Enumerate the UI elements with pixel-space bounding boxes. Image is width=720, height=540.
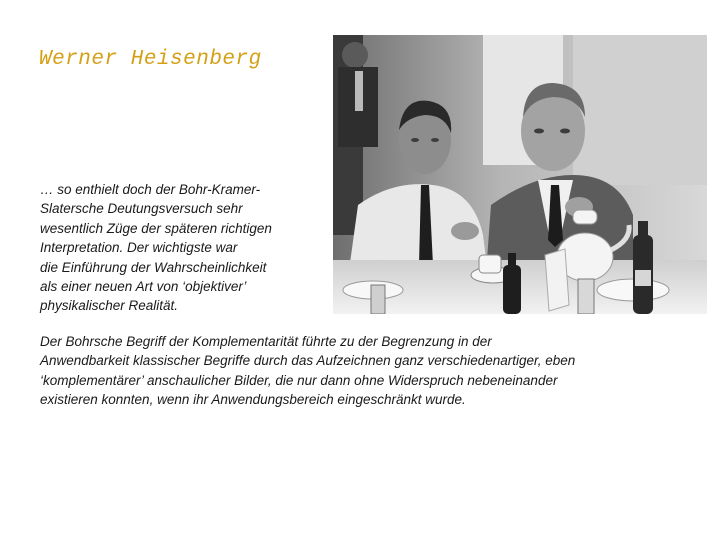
intro-line: die Einführung der Wahrscheinlichkeit — [40, 259, 267, 275]
intro-quote — [40, 180, 325, 316]
intro-line: Interpretation. Der wichtigste war — [40, 240, 238, 256]
intro-line: wesentlich Züge der späteren richtigen — [40, 220, 272, 236]
paragraph-line: ‘komplementärer’ anschaulicher Bilder, die nur dann ohne Widerspruch nebeneinander — [40, 372, 558, 388]
photo-illustration — [333, 35, 707, 314]
intro-line: … so enthielt doch der Bohr-Kramer- — [40, 182, 261, 197]
intro-line: Slatersche Deutungsversuch sehr — [40, 201, 243, 217]
intro-line: als einer neuen Art von ‘objektiver’ — [40, 279, 247, 295]
heisenberg-bohr-photo — [333, 35, 707, 314]
paragraph-line: Der Bohrsche Begriff der Komplementarität führte zu der Begrenzung in der — [40, 334, 492, 349]
page-title: Werner Heisenberg — [39, 48, 262, 71]
complementarity-paragraph — [40, 332, 710, 410]
intro-line: physikalischer Realität. — [40, 298, 179, 314]
paragraph-line: Anwendbarkeit klassischer Begriffe durch das Aufzeichnen ganz verschiedenartiger, eben — [40, 353, 576, 369]
paragraph-line: existieren konnten, wenn ihr Anwendungsbereich eingeschränkt wurde. — [40, 392, 466, 408]
